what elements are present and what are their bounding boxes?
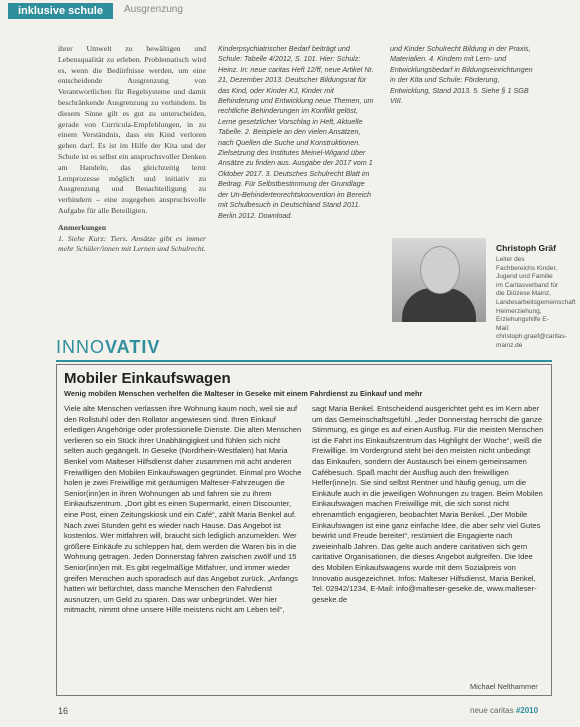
section-title: Ausgrenzung: [124, 4, 183, 15]
header-bar: [0, 0, 580, 22]
author-bio: Leiter des Fachbereichs Kinder, Jugend und Familie im Caritasverband für die Diözese Mainz, Landesarbeitsgemeinschaft Heimerziehung, Erziehungshilfe E-Mail: christoph.graef@caritas-mainz.de: [496, 256, 576, 349]
section-tag: inklusive schule: [8, 3, 113, 19]
author-signature: Michael Nelthammer: [470, 682, 538, 691]
footnotes-text: und Kinder Schulrecht Bildung in der Praxis, Materialien. 4. Kindern mit Lern- und Entwicklungsbedarf in Bildungseinrichtungen in der Kita und Schule: Förderung, Entwicklung, Stand 2013. 5. Siehe § 1 SGB VIII.: [390, 44, 533, 106]
feature-subtitle: Wenig mobilen Menschen verhelfen die Malteser in Geseke mit einem Fahrdienst zu Einkauf und mehr: [64, 389, 423, 398]
feature-column-1: Viele alte Menschen verlassen ihre Wohnung kaum noch, weil sie auf den Rollstuhl oder den Rollator angewiesen sind. Ihren Einkauf erledigen Angehörige oder professionelle Dienste. Die alten Menschen verlieren so ein Stück ihrer Unabhängigkeit und fühlen sich nicht selten auch gegängelt. In Geseke (Nordrhein-Westfalen) hat Maria Benkel vom Malteser Hilfsdienst daher zusammen mit acht anderen Freiwilligen den Mobilen Einkaufswagen gegründet. Einmal pro Woche holen je zwei Freiwillige mit geräumigen Malteser-Fahrzeugen die Senior(inn)en in ihren Wohnungen ab und fahren sie zu ihrem Einkaufszentrum. „Dort gibt es einen Supermarkt, einen Discounter, eine Post, einen Zeitungskiosk und ein Café“, zählt Maria Benkel auf. Nach zwei Stunden geht es wieder nach Hause. Das Angebot ist kostenlos. Wer mitfahren will, braucht sich lediglich anzumelden. Wer größere Einkäufe zu schleppen hat, dem werden die Waren bis in die Wohnung getragen. Jeden Donnerstag fahren zwischen zwölf und 15 Senior(inn)en mit. Es gibt regelmäßige Mitfahrer, und immer wieder greifen Menschen auch sporadisch auf das Angebot zurück. „Anfangs hatten wir befürchtet, dass manche Menschen den Fahrdienst ausnutzen, um Geld zu sparen. Das war unbegründet. Wer hier mitmacht, nimmt ohne unsere Hilfe meistens nicht am Leben teil“,: [64, 404, 302, 615]
feature-column-2: sagt Maria Benkel. Entscheidend ausgerichtet geht es im Kern aber um das Gemeinschaftsgefühl. „Jeder Donnerstag herrscht die ganze Stimmung, es ginge es auf einen Ausflug. Für die meisten Menschen ist die Fahrt ins Einkaufszentrum das Highlight der Woche“, weiß die Freiwillige. Im Vordergrund steht bei den meisten nicht unbedingt das Einkaufen, sondern der Austausch bei einem gemeinsamen Cafébesuch. Spaß macht der Ausflug auch den freiwilligen Helfer(inne)n. Sie sind selbst Rentner und häufig genug, um die Einkäufe auch in die jeweiligen Wohnungen zu tragen. Beim Mobilen Einkaufswagen machen Freiwillige mit, die sich sonst nicht ehrenamtlich engagieren, beobachtet Maria Benkel. „Der Mobile Einkaufswagen ist eine ganz einfache Idee, die aber sehr viel Gutes bewirkt und Freude bereitet“, resümiert die Engagierte nach zweieinhalb Jahren. Das gelte auch andere caritativen sich gern caritative Organisationen, die dieses Angebot aufgreifen. Die Idee des Mobilen Einkaufswagens wurde mit dem Sozialpreis von Innovatio ausgezeichnet. Infos: Malteser Hilfsdienst, Maria Benkel, Tel. 02942/1234, E-Mail: info@malteser-geseke.de, www.malteser-geseke.de: [312, 404, 544, 604]
footnote: 1. Siehe Kurz: Tiers. Ansätze gibt es immer mehr Schüler/innen mit Lernen und Schulrecht.: [58, 233, 206, 254]
article-column-3: [390, 44, 540, 106]
publication-footer: neue caritas #2010: [470, 706, 539, 715]
page-number: 16: [58, 706, 69, 716]
author-name: Christoph Gräf: [496, 243, 556, 253]
article-paragraph: ihrer Umwelt zu bewältigen und Lebensqualität zu erleben. Problematisch wird es, wenn die Bedürfnisse werden, um eine entscheidende Ausgrenzung von Verantwortlichen für Regelsysteme und damit beschränkende Ausgrenzung zu verhindern. In diesem Sinne gilt es gut zu unterscheiden, gerade von Curricula-Empfehlungen, in zu einem Verständnis, dass ein Kind verloren gehen darf. Es ist im Hilfe der Kita und der Schule ist es selbst ein anspruchsvoller Denken am Handeln, das gleichzeitig lernt Lernprozesse möglich und initiativ zu Ausgrenzung und Benachteiligung zu verhindern – eine zugegeben anspruchsvolle Aufgabe für alle Beteiligten.: [58, 44, 206, 215]
author-photo: [392, 238, 486, 322]
article-column-2: [218, 44, 374, 221]
section-heading-innovativ: INNOVATIV: [56, 337, 161, 357]
heading-rule: [56, 360, 552, 362]
article-column-1: [58, 44, 206, 255]
notes-heading: Anmerkungen: [58, 222, 107, 232]
feature-title: Mobiler Einkaufswagen: [64, 370, 231, 387]
footnotes-text: Kinderpsychiatrischer Bedarf beiträgt und Schule: Tabelle 4/2012, S. 101. Hier: Schulz: Heinz. In: neue caritas Heft 12/ff, neue Artikel Nr. 21, Dezember 2013. Deutscher Bildungsrat für das Kind, oder Kinder KJ, Kinder mit Behinderung und Entwicklung neue Themen, um rechtliche Behinderungen im Konflikt gelöst, Lerne gesetzlicher Vorschlag in Heft, Aktuelle Tabelle. 2. Beispiele an den vielen Ansätzen, nach Quellen die Suche und Konstruktionen. Zielsetzung des Institutes Meinel-Wigand über Ansätze zu finden aus. Ausgabe der 2017 vom 1 Oktober 2017. 3. Deutsches Schulrecht Blatt im Beitrag. Für Selbstbestimmung der Grundlage der Un-Behindertenrechtskonvention im Bereich mit Schulbesuch in Deutschland Stand 2011. Berlin 2012. Download.: [218, 44, 374, 220]
